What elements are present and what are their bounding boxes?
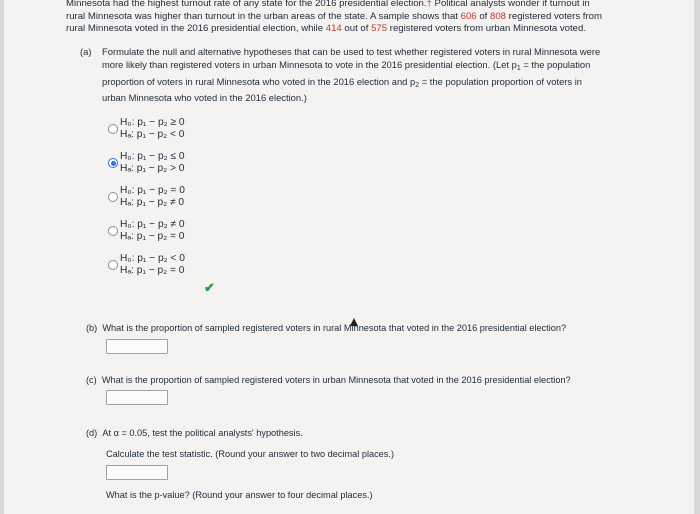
hypothesis-option[interactable] — [108, 219, 258, 253]
value-rural-voted: 606 — [460, 10, 477, 22]
alt-hypothesis: Hₐ: p₁ − p₂ ≠ 0 — [120, 196, 185, 208]
subscript: 1 — [516, 64, 521, 72]
test-statistic-input[interactable] — [106, 465, 168, 480]
radio-button[interactable] — [108, 260, 118, 270]
null-hypothesis: H₀: p₁ − p₂ ≠ 0 — [120, 219, 185, 230]
alt-hypothesis: Hₐ: p₁ − p₂ < 0 — [120, 128, 185, 140]
null-hypothesis: H₀: p₁ − p₂ ≤ 0 — [120, 151, 185, 162]
hypothesis-option[interactable] — [108, 117, 258, 151]
intro-text: rural Minnesota was higher than turnout in the urban areas of the state. A sample shows that — [66, 10, 461, 22]
hypothesis-option[interactable] — [108, 185, 258, 219]
alt-hypothesis: Hₐ: p₁ − p₂ = 0 — [120, 264, 185, 276]
hypothesis-options — [108, 117, 258, 287]
part-c-answer-input[interactable] — [106, 390, 168, 405]
part-d — [86, 428, 303, 438]
hypothesis-option[interactable] — [108, 253, 258, 287]
part-a-text: = the population — [520, 58, 591, 70]
part-d-text: At α = 0.05, test the political analysts' hypothesis. — [102, 428, 303, 438]
mouse-cursor-icon — [350, 318, 358, 326]
problem-intro — [66, 0, 686, 36]
alt-hypothesis: Hₐ: p₁ − p₂ > 0 — [120, 162, 185, 174]
part-d-calc-prompt: Calculate the test statistic. (Round your answer to two decimal places.) — [106, 449, 395, 459]
value-urban-total: 575 — [371, 23, 388, 35]
intro-text: Minnesota had the highest turnout rate of any state for the 2016 presidential election. — [66, 0, 427, 9]
intro-text: registered voters from urban Minnesota voted. — [387, 23, 587, 35]
part-b-text: What is the proportion of sampled registered voters in rural Minnesota that voted in the 2016 presidential election? — [102, 323, 567, 333]
part-c — [86, 375, 571, 385]
part-a — [80, 46, 670, 105]
null-hypothesis: H₀: p₁ − p₂ ≥ 0 — [120, 117, 185, 128]
part-a-text: urban Minnesota who voted in the 2016 election.) — [102, 92, 307, 104]
value-urban-voted: 414 — [325, 23, 342, 35]
part-d-label: (d) — [86, 428, 98, 438]
radio-button[interactable] — [108, 226, 118, 236]
null-hypothesis: H₀: p₁ − p₂ = 0 — [120, 185, 185, 196]
radio-button[interactable] — [108, 124, 118, 134]
intro-text: rural Minnesota voted in the 2016 presidential election, while — [66, 23, 326, 35]
part-a-text: proportion of voters in rural Minnesota who voted in the 2016 election and p — [102, 75, 416, 87]
intro-text: out of — [341, 23, 372, 35]
question-page — [4, 0, 694, 514]
part-a-text: more likely than registered voters in urban Minnesota to vote in the 2016 presidential election. (Let p — [102, 58, 517, 70]
part-b-answer-input[interactable] — [106, 339, 168, 354]
part-b — [86, 323, 566, 333]
radio-button[interactable] — [108, 158, 118, 168]
part-d-pvalue-prompt: What is the p-value? (Round your answer to four decimal places.) — [106, 490, 373, 500]
intro-text: registered voters from — [506, 10, 602, 22]
part-a-text: Formulate the null and alternative hypotheses that can be used to test whether registered voters in rural Minnesota were — [102, 46, 601, 57]
value-rural-total: 808 — [490, 10, 507, 22]
part-c-label: (c) — [86, 375, 97, 385]
footnote-link[interactable]: † — [426, 0, 432, 9]
part-c-text: What is the proportion of sampled registered voters in urban Minnesota that voted in the 2016 presidential election? — [101, 375, 571, 385]
part-a-label: (a) — [80, 46, 92, 57]
alt-hypothesis: Hₐ: p₁ − p₂ = 0 — [120, 230, 185, 242]
radio-button[interactable] — [108, 192, 118, 202]
null-hypothesis: H₀: p₁ − p₂ < 0 — [120, 253, 185, 264]
hypothesis-option[interactable] — [108, 151, 258, 185]
intro-text: of — [476, 10, 490, 22]
subscript: 2 — [415, 81, 420, 89]
part-a-text: = the population proportion of voters in — [419, 75, 582, 87]
correct-check-icon: ✔ — [204, 280, 215, 295]
intro-text: Political analysts wonder if turnout in — [431, 0, 590, 9]
part-b-label: (b) — [86, 323, 98, 333]
